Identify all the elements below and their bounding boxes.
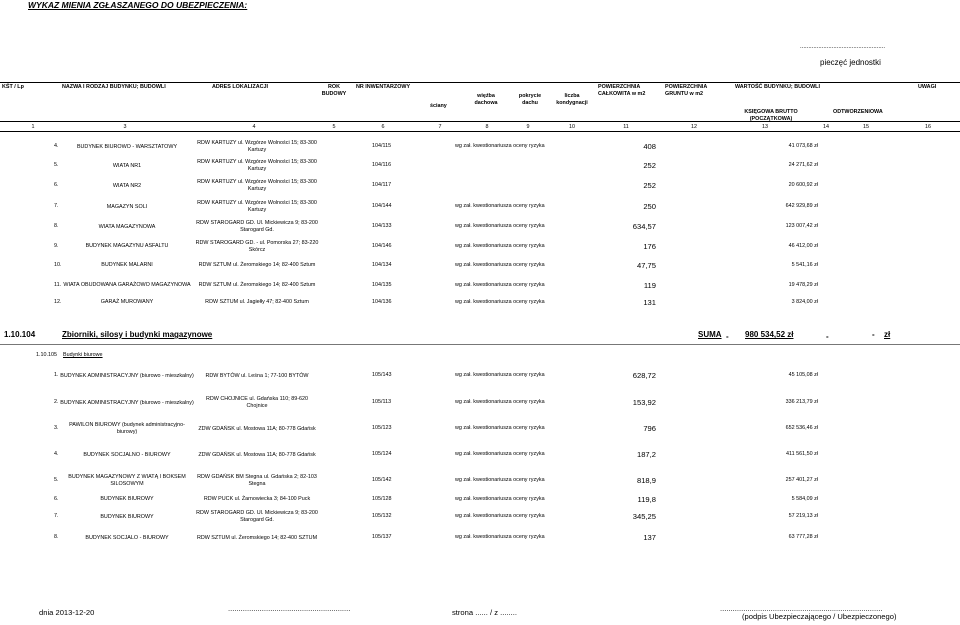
row-lp: 12. — [54, 298, 62, 305]
row-inventory-number: 104/135 — [372, 281, 392, 288]
col-pow-calk: POWIERZCHNIA CAŁKOWITA w m2 — [598, 84, 646, 97]
row-area: 187,2 — [636, 450, 656, 459]
row-method: wg zał. kwestionariusza oceny ryzyka — [455, 513, 545, 519]
row-name: BUDYNEK SOCJALO - BIUROWY — [85, 534, 169, 541]
row-lp: 10. — [54, 261, 62, 268]
row-method: wg zał. kwestionariusza oceny ryzyka — [455, 261, 545, 268]
row-address: ZDW GDAŃSK ul. Mostowa 11A; 80-778 Gdańsk — [198, 451, 316, 458]
column-number: 8 — [485, 124, 489, 130]
col-wartosc: WARTOŚĆ BUDYNKU; BUDOWLI — [735, 84, 820, 90]
row-method: wg zał. kwestionariusza oceny ryzyka — [455, 143, 545, 149]
row-area: 818,9 — [636, 475, 656, 485]
column-number: 15 — [863, 124, 869, 130]
row-address: ZDW GDAŃSK ul. Mostowa 11A; 80-778 Gdańsk — [198, 425, 316, 432]
column-number: 11 — [623, 124, 629, 130]
row-value: 642 929,89 zł — [785, 203, 818, 209]
row-inventory-number: 104/117 — [372, 182, 392, 188]
row-inventory-number: 105/123 — [372, 425, 392, 431]
row-area: 250 — [643, 202, 656, 211]
column-number: 3 — [123, 124, 127, 130]
row-address: RDW KARTUZY ul. Wzgórze Wolności 15; 83-300 Kartuzy — [197, 159, 317, 172]
row-area: 119 — [643, 280, 656, 290]
row-lp: 5. — [54, 162, 59, 168]
row-value: 20 600,92 zł — [788, 182, 818, 188]
column-number: 1 — [31, 124, 35, 130]
row-method: wg zał. kwestionariusza oceny ryzyka — [455, 223, 545, 229]
col-wiezba: więźba dachowa — [474, 93, 498, 106]
row-address: RDW STAROGARD GD. Ul. Mickiewicza 9; 83-200 Starogard Gd. — [196, 510, 318, 523]
col-nr: NR INWENTARZOWY — [356, 84, 411, 90]
subsection-code: 1.10.105 — [36, 352, 57, 358]
row-method: wg zał. kwestionariusza oceny ryzyka — [455, 372, 545, 378]
col-kst: KŚT / Lp — [2, 84, 24, 90]
col-liczba: liczba kondygnacji — [556, 93, 588, 106]
row-inventory-number: 105/128 — [372, 495, 392, 502]
row-value: 5 584,09 zł — [791, 495, 818, 502]
row-value: 57 219,13 zł — [788, 513, 818, 519]
suma-dash-2: - — [826, 332, 829, 341]
suma-currency: zł — [884, 330, 891, 339]
col-odtw: ODTWORZENIOWA — [833, 109, 883, 115]
row-name: GARAŻ MUROWANY — [100, 299, 154, 305]
row-lp: 11. — [54, 281, 62, 288]
row-value: 24 271,62 zł — [788, 162, 818, 168]
row-value: 123 007,42 zł — [785, 223, 818, 229]
row-lp: 8. — [54, 534, 59, 540]
row-area: 634,57 — [632, 222, 656, 231]
column-number: 13 — [762, 124, 768, 130]
row-value: 3 824,00 zł — [791, 298, 818, 305]
row-lp: 4. — [54, 451, 59, 457]
row-lp: 6. — [54, 495, 59, 502]
row-lp: 1. — [54, 372, 59, 378]
row-lp: 9. — [54, 242, 59, 249]
row-address: RDW SZTUM ul. Żeromskiego 14; 82-400 SZTUM — [196, 534, 318, 541]
row-name: BUDYNEK MAGAZYNU ASFALTU — [85, 243, 169, 249]
section-code: 1.10.104 — [4, 330, 36, 339]
row-area: 176 — [643, 241, 656, 251]
column-number: 14 — [823, 124, 829, 130]
row-lp: 7. — [54, 513, 59, 519]
row-lp: 8. — [54, 223, 59, 229]
row-name: BUDYNEK MAGAZYNOWY Z WIATĄ I BOKSEM SILOSOWYM — [68, 473, 186, 487]
row-value: 63 777,28 zł — [788, 534, 818, 540]
document-title: WYKAZ MIENIA ZGŁASZANEGO DO UBEZPIECZENIA: — [28, 0, 248, 10]
row-inventory-number: 105/124 — [372, 451, 392, 457]
suma-dash-1: - — [726, 332, 729, 341]
subsection-name: Budynki biurowe — [63, 352, 103, 358]
col-rok: ROK BUDOWY — [321, 84, 347, 97]
row-inventory-number: 105/142 — [372, 476, 392, 483]
row-name: BUDYNEK SOCJALNO - BIUROWY — [83, 451, 171, 458]
row-lp: 5. — [54, 476, 59, 483]
col-ksiegowa: KSIĘGOWA BRUTTO (POCZĄTKOWA) — [744, 109, 798, 122]
column-number: 12 — [691, 124, 697, 130]
row-area: 628,72 — [632, 371, 656, 380]
row-method: wg zał. kwestionariusza oceny ryzyka — [455, 242, 545, 249]
row-name: BUDYNEK MALARNI — [101, 262, 153, 268]
row-value: 652 536,46 zł — [785, 425, 818, 431]
row-address: RDW KARTUZY ul. Wzgórze Wolności 15; 83-300 Kartuzy — [197, 140, 317, 153]
row-method: wg zał. kwestionariusza oceny ryzyka — [455, 476, 545, 483]
section-divider — [0, 344, 960, 345]
row-address: RDW SZTUM ul. Żeromskiego 14; 82-400 Sztum — [198, 262, 316, 268]
row-address: RDW KARTUZY ul. Wzgórze Wolności 15; 83-300 Kartuzy — [197, 200, 317, 213]
row-address: RDW PUCK ul. Żarnowiecka 3; 84-100 Puck — [203, 496, 311, 502]
row-name: BUDYNEK ADMINISTRACYJNY (biurowo - mieszkalny) — [60, 372, 194, 379]
col-uwagi: UWAGI — [918, 84, 937, 90]
row-area: 345,25 — [632, 512, 656, 521]
row-area: 153,92 — [632, 398, 656, 407]
row-area: 252 — [643, 161, 656, 170]
suma-value: 980 534,52 zł — [745, 330, 794, 339]
row-method: wg zał. kwestionariusza oceny ryzyka — [455, 203, 545, 209]
row-name: BUDYNEK BIUROWY — [100, 496, 154, 502]
row-inventory-number: 105/143 — [372, 372, 392, 378]
row-address: RDW GDAŃSK BM Stegna ul. Gdańska 2; 82-103 Stegna — [197, 473, 317, 487]
row-address: RDW STAROGARD GD. - ul. Pomorska 27; 83-220 Skórcz — [195, 239, 319, 253]
row-method: wg zał. kwestionariusza oceny ryzyka — [455, 425, 545, 431]
row-address: RDW BYTÓW ul. Leśna 1; 77-100 BYTÓW — [205, 372, 309, 379]
row-value: 19 478,29 zł — [788, 281, 818, 288]
stamp-label: pieczęć jednostki — [820, 58, 881, 67]
col-pow-grunt: POWIERZCHNIA GRUNTU w m2 — [665, 84, 708, 97]
row-method: wg zał. kwestionariusza oceny ryzyka — [455, 451, 545, 457]
row-area: 131 — [643, 297, 656, 307]
row-area: 119,8 — [637, 494, 656, 504]
row-inventory-number: 105/113 — [372, 399, 392, 405]
column-number: 4 — [252, 124, 256, 130]
row-inventory-number: 105/132 — [372, 513, 392, 519]
row-method: wg zał. kwestionariusza oceny ryzyka — [455, 399, 545, 405]
row-inventory-number: 105/137 — [372, 534, 392, 540]
row-value: 336 213,79 zł — [785, 399, 818, 405]
row-value: 257 401,27 zł — [785, 476, 818, 483]
column-number: 9 — [526, 124, 530, 130]
row-lp: 4. — [54, 143, 59, 149]
column-number: 7 — [438, 124, 442, 130]
row-name: MAGAZYN SOLI — [106, 203, 148, 210]
row-inventory-number: 104/146 — [372, 242, 392, 249]
row-name: WIATA OBUDOWANA GARAŻOWO MAGAZYNOWA — [63, 282, 191, 288]
row-value: 411 561,50 zł — [786, 451, 818, 457]
row-lp: 2. — [54, 399, 59, 405]
footer-sign-line: ............................................................................. — [720, 604, 883, 613]
row-inventory-number: 104/136 — [372, 298, 392, 305]
row-area: 137 — [643, 533, 656, 542]
row-name: PAWILON BIUROWY (budynek administracyjno-biurowy) — [69, 422, 185, 435]
footer-date-line: .......................................................... — [228, 604, 351, 613]
row-inventory-number: 104/144 — [372, 203, 392, 209]
row-address: RDW CHOJNICE ul. Gdańska 110; 89-620 Chojnice — [205, 396, 309, 409]
row-lp: 7. — [54, 203, 59, 209]
row-value: 41 073,68 zł — [788, 143, 818, 149]
row-name: BUDYNEK ADMINISTRACYJNY (biurowo - mieszkalny) — [60, 399, 194, 406]
row-address: RDW SZTUM ul. Jagiełły 47; 82-400 Sztum — [205, 299, 309, 305]
row-lp: 3. — [54, 425, 59, 431]
col-sciany: ściany — [430, 103, 447, 109]
row-inventory-number: 104/116 — [372, 162, 392, 168]
row-value: 5 541,16 zł — [791, 261, 818, 268]
footer-page: strona ...... / z ........ — [452, 608, 517, 617]
col-pokrycie: pokrycie dachu — [518, 93, 542, 106]
row-method: wg zał. kwestionariusza oceny ryzyka — [455, 298, 545, 305]
column-number: 5 — [332, 124, 336, 130]
row-inventory-number: 104/115 — [372, 143, 392, 149]
row-lp: 6. — [54, 182, 59, 188]
row-area: 252 — [643, 181, 656, 190]
row-name: WIATA NR1 — [112, 162, 142, 169]
row-inventory-number: 104/133 — [372, 223, 392, 229]
row-value: 46 412,00 zł — [788, 242, 818, 249]
row-method: wg zał. kwestionariusza oceny ryzyka — [455, 534, 545, 540]
row-name: BUDYNEK BIUROWO - WARSZTATOWY — [76, 143, 178, 150]
row-inventory-number: 104/134 — [372, 261, 392, 268]
column-number: 6 — [381, 124, 385, 130]
column-number: 16 — [925, 124, 931, 130]
row-area: 47,75 — [636, 260, 656, 270]
column-number: 10 — [569, 124, 575, 130]
row-method: wg zał. kwestionariusza oceny ryzyka — [455, 281, 545, 288]
suma-label: SUMA — [698, 330, 722, 339]
row-name: BUDYNEK BIUROWY — [100, 513, 154, 520]
row-address: RDW KARTUZY ul. Wzgórze Wolności 15; 83-300 Kartuzy — [197, 179, 317, 192]
suma-dash-3: - — [872, 330, 875, 339]
stamp-line: ................................................... — [800, 44, 886, 50]
row-area: 796 — [643, 424, 656, 433]
row-name: WIATA MAGAZYNOWA — [98, 223, 156, 230]
col-adres: ADRES LOKALIZACJI — [212, 84, 269, 90]
row-value: 45 105,08 zł — [788, 372, 818, 378]
row-method: wg zał. kwestionariusza oceny ryzyka — [455, 495, 545, 502]
row-address: RDW SZTUM ul. Żeromskiego 14; 82-400 Sztum — [198, 282, 316, 288]
row-area: 408 — [643, 142, 656, 151]
col-nazwa: NAZWA I RODZAJ BUDYNKU; BUDOWLI — [62, 84, 166, 90]
section-name: Zbiorniki, silosy i budynki magazynowe — [62, 330, 213, 339]
footer-signature: (podpis Ubezpieczającego / Ubezpieczonego) — [742, 612, 897, 621]
row-address: RDW STAROGARD GD. Ul. Mickiewicza 9; 83-200 Starogard Gd. — [196, 220, 318, 233]
footer-date: dnia 2013-12-20 — [39, 608, 95, 617]
row-name: WIATA NR2 — [112, 182, 142, 189]
